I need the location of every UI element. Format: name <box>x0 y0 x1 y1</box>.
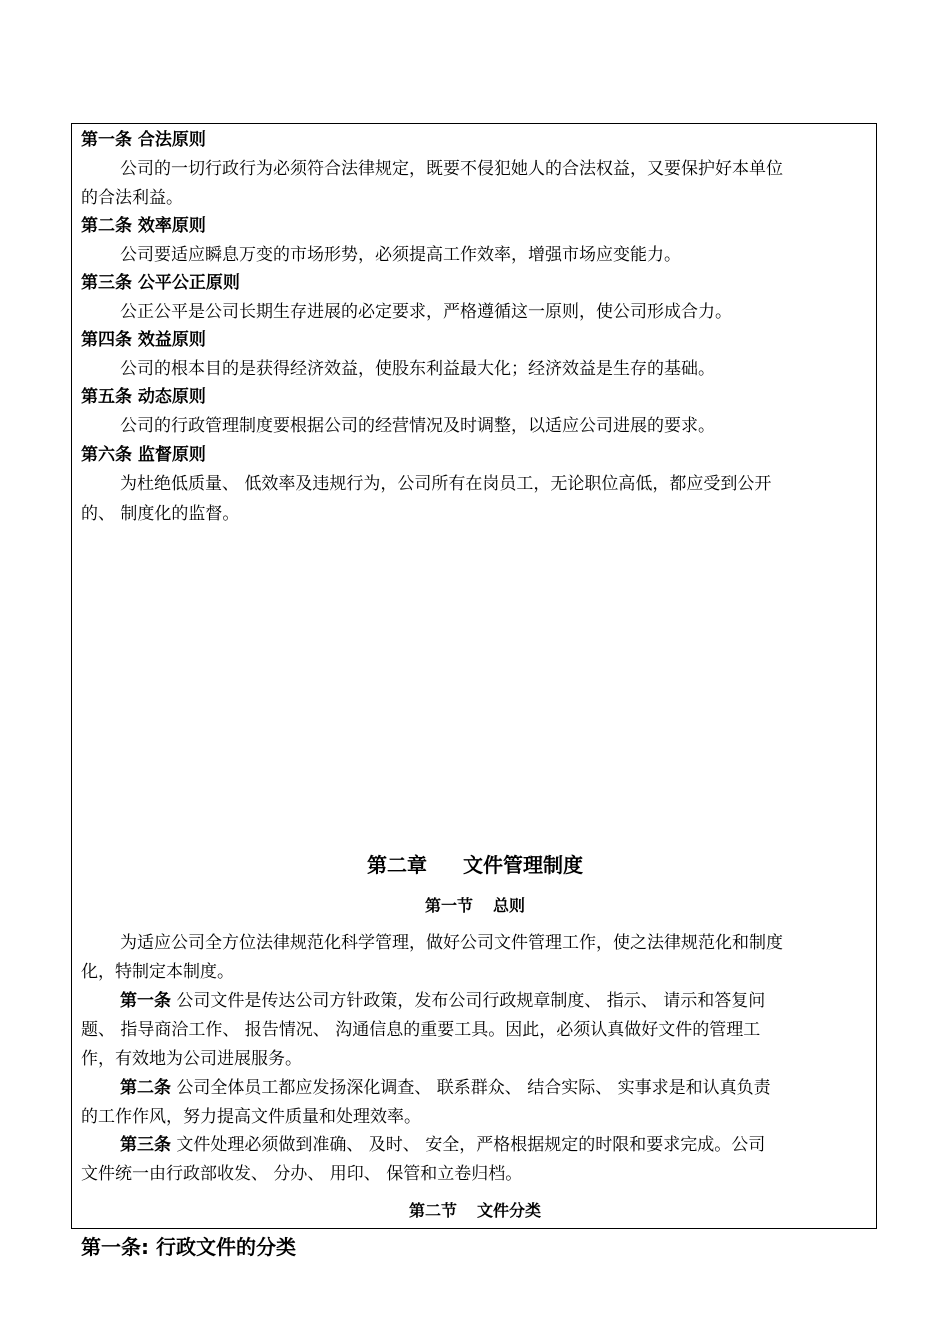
intro-text: 化，特制定本制度。 <box>81 962 234 982</box>
article-text: 作，有效地为公司进展服务。 <box>81 1049 302 1069</box>
section-number: 第一节 <box>424 896 473 915</box>
article-label: 第一条 <box>120 991 171 1011</box>
section-name: 总则 <box>493 896 526 915</box>
article-text: 公司文件是传达公司方针政策，发布公司行政规章制度、 指示、 请示和答复问 <box>176 991 766 1011</box>
principle-text: 公司的行政管理制度要根据公司的经营情况及时调整，以适应公司进展的要求。 <box>120 416 715 436</box>
article-label: 第二条 <box>120 1078 171 1098</box>
principle-text: 公司要适应瞬息万变的市场形势，必须提高工作效率，增强市场应变能力。 <box>120 245 681 265</box>
principle-text: 公司的一切行政行为必须符合法律规定，既要不侵犯她人的合法权益，又要保护好本单位 <box>120 159 783 179</box>
principle-heading: 第六条 监督原则 <box>81 445 206 465</box>
principle-text: 公正公平是公司长期生存进展的必定要求，严格遵循这一原则，使公司形成合力。 <box>120 302 732 322</box>
principle-text: 的、 制度化的监督。 <box>81 504 240 524</box>
section-title <box>0 1200 950 1222</box>
article-first-line <box>120 1077 771 1099</box>
principle-heading: 第三条 公平公正原则 <box>81 273 240 293</box>
principle-text: 的合法利益。 <box>81 188 183 208</box>
chapter-number: 第二章 <box>367 853 427 877</box>
article-text: 题、 指导商洽工作、 报告情况、 沟通信息的重要工具。因此，必须认真做好文件的管理工 <box>81 1020 761 1040</box>
principle-heading: 第一条 合法原则 <box>81 130 206 150</box>
intro-text: 为适应公司全方位法律规范化科学管理，做好公司文件管理工作，使之法律规范化和制度 <box>120 933 783 953</box>
article-first-line <box>120 990 765 1012</box>
principle-heading: 第四条 效益原则 <box>81 330 206 350</box>
section-name: 文件分类 <box>477 1201 542 1220</box>
principle-text: 公司的根本目的是获得经济效益，使股东利益最大化；经济效益是生存的基础。 <box>120 359 715 379</box>
article-heading: 第一条: 行政文件的分类 <box>81 1235 296 1259</box>
section-title <box>0 895 950 917</box>
article-text: 文件处理必须做到准确、 及时、 安全，严格根据规定的时限和要求完成。公司 <box>176 1135 766 1155</box>
principle-heading: 第二条 效率原则 <box>81 216 206 236</box>
section-number: 第二节 <box>408 1201 457 1220</box>
article-label: 第三条 <box>120 1135 171 1155</box>
chapter-title <box>0 852 950 878</box>
principle-heading: 第五条 动态原则 <box>81 387 206 407</box>
article-text: 公司全体员工都应发扬深化调查、 联系群众、 结合实际、 实事求是和认真负责 <box>176 1078 771 1098</box>
article-first-line <box>120 1134 765 1156</box>
chapter-name: 文件管理制度 <box>463 853 583 877</box>
article-text: 文件统一由行政部收发、 分办、 用印、 保管和立卷归档。 <box>81 1164 523 1184</box>
article-text: 的工作作风，努力提高文件质量和处理效率。 <box>81 1107 421 1127</box>
principle-text: 为杜绝低质量、 低效率及违规行为，公司所有在岗员工，无论职位高低，都应受到公开 <box>120 474 772 494</box>
